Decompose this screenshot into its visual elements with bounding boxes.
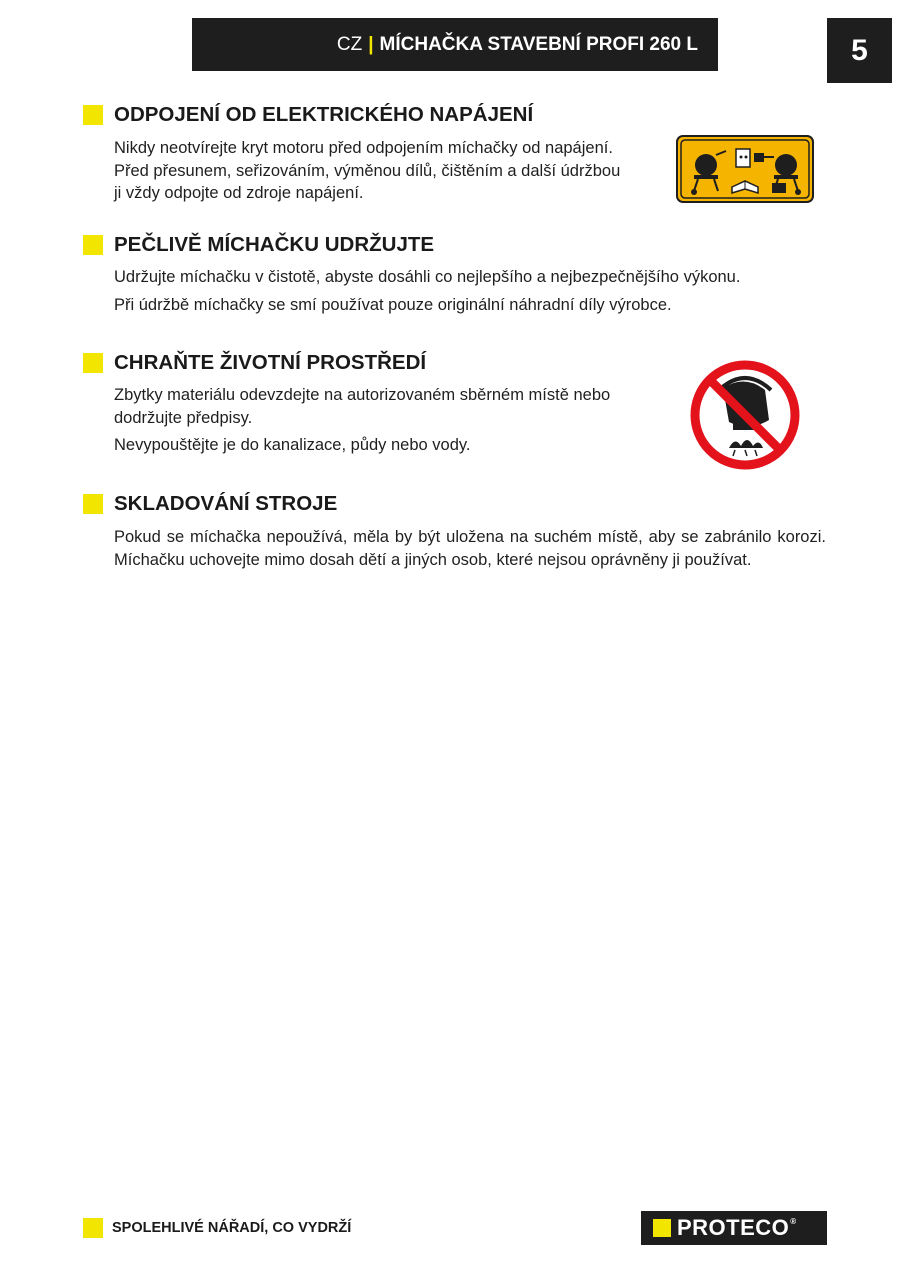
text-line: Před přesunem, seřizováním, výměnou dílů, čištěním a další údržbou <box>114 161 621 180</box>
paragraph-environment <box>114 384 674 457</box>
section-heading: SKLADOVÁNÍ STROJE <box>114 492 338 515</box>
text-line: ji vždy odpojte od zdroje napájení. <box>114 184 364 202</box>
text-paragraph: Při údržbě míchačky se smí používat pouze originální náhradní díly výrobce. <box>114 295 672 314</box>
section-title-environment <box>83 351 426 375</box>
text-line: Nikdy neotvírejte kryt motoru před odpojením míchačky od napájení. <box>114 139 613 157</box>
header-bar <box>192 18 718 71</box>
registered-mark: ® <box>790 1216 797 1226</box>
section-heading: PEČLIVĚ MÍCHAČKU UDRŽUJTE <box>114 233 435 256</box>
no-dumping-pictogram-icon <box>689 360 801 470</box>
section-heading: ODPOJENÍ OD ELEKTRICKÉHO NAPÁJENÍ <box>114 103 534 126</box>
text-paragraph: Nevypouštějte je do kanalizace, půdy nebo vody. <box>114 436 471 454</box>
section-title-storage <box>83 492 337 516</box>
yellow-square-bullet-icon <box>83 353 103 373</box>
paragraph-power <box>114 137 674 205</box>
slogan-text: SPOLEHLIVÉ NÁŘADÍ, CO VYDRŽÍ <box>112 1220 352 1236</box>
proteco-logo <box>641 1211 827 1245</box>
logo-text: PROTECO <box>677 1215 790 1240</box>
page-number: 5 <box>827 18 892 83</box>
section-title-maintenance <box>83 233 434 257</box>
yellow-square-bullet-icon <box>83 105 103 125</box>
disconnect-power-pictogram-icon <box>676 135 814 203</box>
paragraph-maintenance <box>114 266 834 316</box>
language-code: CZ <box>336 33 363 55</box>
logo-square-icon <box>653 1219 671 1237</box>
yellow-square-bullet-icon <box>83 1218 103 1238</box>
header-separator: | <box>368 33 374 55</box>
section-title-power <box>83 103 533 127</box>
text-line: Zbytky materiálu odevzdejte na autorizovaném sběrném místě nebo <box>114 386 611 404</box>
paragraph-storage: Pokud se míchačka nepoužívá, měla by být uložena na suchém místě, aby se zabránilo korozi. Míchačku uchovejte mimo dosah dětí a jiných osob, které nejsou oprávněny ji používat. <box>114 528 826 569</box>
section-heading: CHRAŇTE ŽIVOTNÍ PROSTŘEDÍ <box>114 351 427 374</box>
yellow-square-bullet-icon <box>83 235 103 255</box>
text-line: dodržujte předpisy. <box>114 408 253 427</box>
text-paragraph: Udržujte míchačku v čistotě, abyste dosáhli co nejlepšího a nejbezpečnějšího výkonu. <box>114 268 741 286</box>
document-title: MÍCHAČKA STAVEBNÍ PROFI 260 L <box>379 33 698 55</box>
yellow-square-bullet-icon <box>83 494 103 514</box>
footer-slogan <box>83 1218 351 1238</box>
